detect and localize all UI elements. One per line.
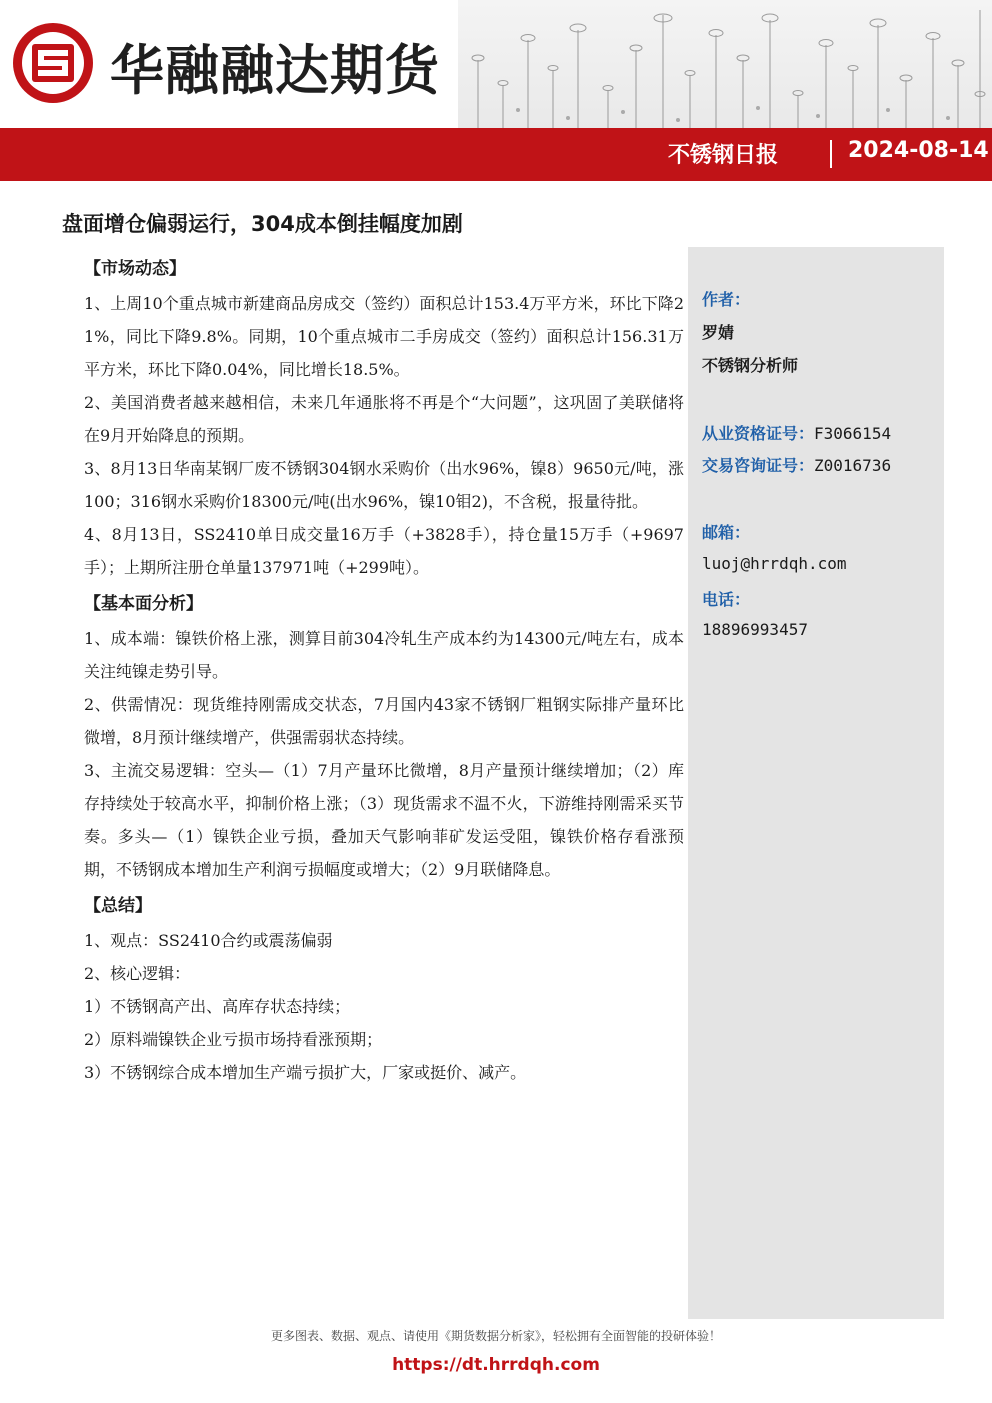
header-decoration — [458, 0, 992, 128]
paragraph: 2、核心逻辑： — [84, 964, 191, 983]
report-date: 2024-08-14 — [848, 138, 989, 163]
phone-label: 电话： — [702, 590, 751, 609]
cert1-label: 从业资格证号： — [702, 424, 815, 443]
paragraph: 1、观点：SS2410合约或震荡偏弱 — [84, 931, 333, 950]
section-fundamentals — [84, 590, 684, 886]
author-title: 不锈钢分析师 — [702, 356, 799, 375]
section-summary — [84, 892, 684, 1089]
footer-note: 更多图表、数据、观点、请使用《期货数据分析家》，轻松拥有全面智能的投研体验！ — [270, 1329, 721, 1343]
report-header-bar — [0, 128, 992, 181]
paragraph: 2、美国消费者越来越相信，未来几年通胀将不再是个“大问题”，这巩固了美联储将在9月开始降息的预期。 — [84, 393, 684, 445]
paragraph: 1、成本端：镍铁价格上涨，测算目前304冷轧生产成本约为14300元/吨左右，成本关注纯镍走势引导。 — [84, 629, 684, 681]
paragraph: 3）不锈钢综合成本增加生产端亏损扩大，厂家或挺价、减产。 — [84, 1063, 527, 1082]
report-body — [84, 255, 684, 1089]
paragraph: 2、供需情况：现货维持刚需成交状态，7月国内43家不锈钢厂粗钢实际排产量环比微增，8月预计继续增产，供强需弱状态持续。 — [84, 695, 684, 747]
footer-link[interactable]: https://dt.hrrdqh.com — [392, 1355, 600, 1375]
author-label: 作者： — [702, 290, 751, 309]
cert2-value: Z0016736 — [814, 456, 892, 475]
logo-mark-icon — [10, 20, 96, 106]
email-label: 邮箱： — [702, 523, 751, 542]
report-headline: 盘面增仓偏弱运行，304成本倒挂幅度加剧 — [62, 212, 463, 236]
cert2-row — [702, 453, 891, 476]
cert1-value: F3066154 — [814, 424, 892, 443]
author-name: 罗婧 — [702, 323, 735, 342]
decorative-lines-graphic — [458, 0, 992, 128]
section-title: 【总结】 — [84, 896, 152, 916]
email-value[interactable]: luoj@hrrdqh.com — [702, 554, 847, 573]
section-title: 【基本面分析】 — [84, 594, 203, 614]
cert1-row — [702, 421, 891, 444]
header-separator — [830, 140, 832, 168]
paragraph: 1、上周10个重点城市新建商品房成交（签约）面积总计153.4万平方米，环比下降21%，同比下降9.8%。同期，10个重点城市二手房成交（签约）面积总计156.31万平方米，环比下降0.04%，同比增长18.5%。 — [84, 294, 684, 379]
paragraph: 4、8月13日，SS2410单日成交量16万手（+3828手），持仓量15万手（+9697手）；上期所注册仓单量137971吨（+299吨）。 — [84, 525, 684, 577]
brand-name: 华融融达期货 — [110, 39, 440, 102]
brand-logo — [10, 20, 440, 110]
paragraph: 1）不锈钢高产出、高库存状态持续； — [84, 997, 351, 1016]
paragraph: 2）原料端镍铁企业亏损市场持看涨预期； — [84, 1030, 383, 1049]
report-type: 不锈钢日报 — [668, 143, 779, 168]
section-title: 【市场动态】 — [84, 259, 186, 279]
paragraph: 3、主流交易逻辑：空头—（1）7月产量环比微增，8月产量预计继续增加；（2）库存持续处于较高水平，抑制价格上涨；（3）现货需求不温不火，下游维持刚需采买节奏。多头—（1）镍铁企业亏损，叠加天气影响菲矿发运受阻，镍铁价格存看涨预期，不锈钢成本增加生产利润亏损幅度或增大；（2）9月联储降息。 — [84, 761, 684, 879]
phone-value: 18896993457 — [702, 620, 808, 639]
author-sidebar — [688, 247, 944, 1319]
paragraph: 3、8月13日华南某钢厂废不锈钢304钢水采购价（出水96%，镍8）9650元/吨，涨100；316钢水采购价18300元/吨(出水96%，镍10钼2)，不含税，报量待批。 — [84, 459, 684, 511]
cert2-label: 交易咨询证号： — [702, 456, 815, 475]
section-market — [84, 255, 684, 584]
